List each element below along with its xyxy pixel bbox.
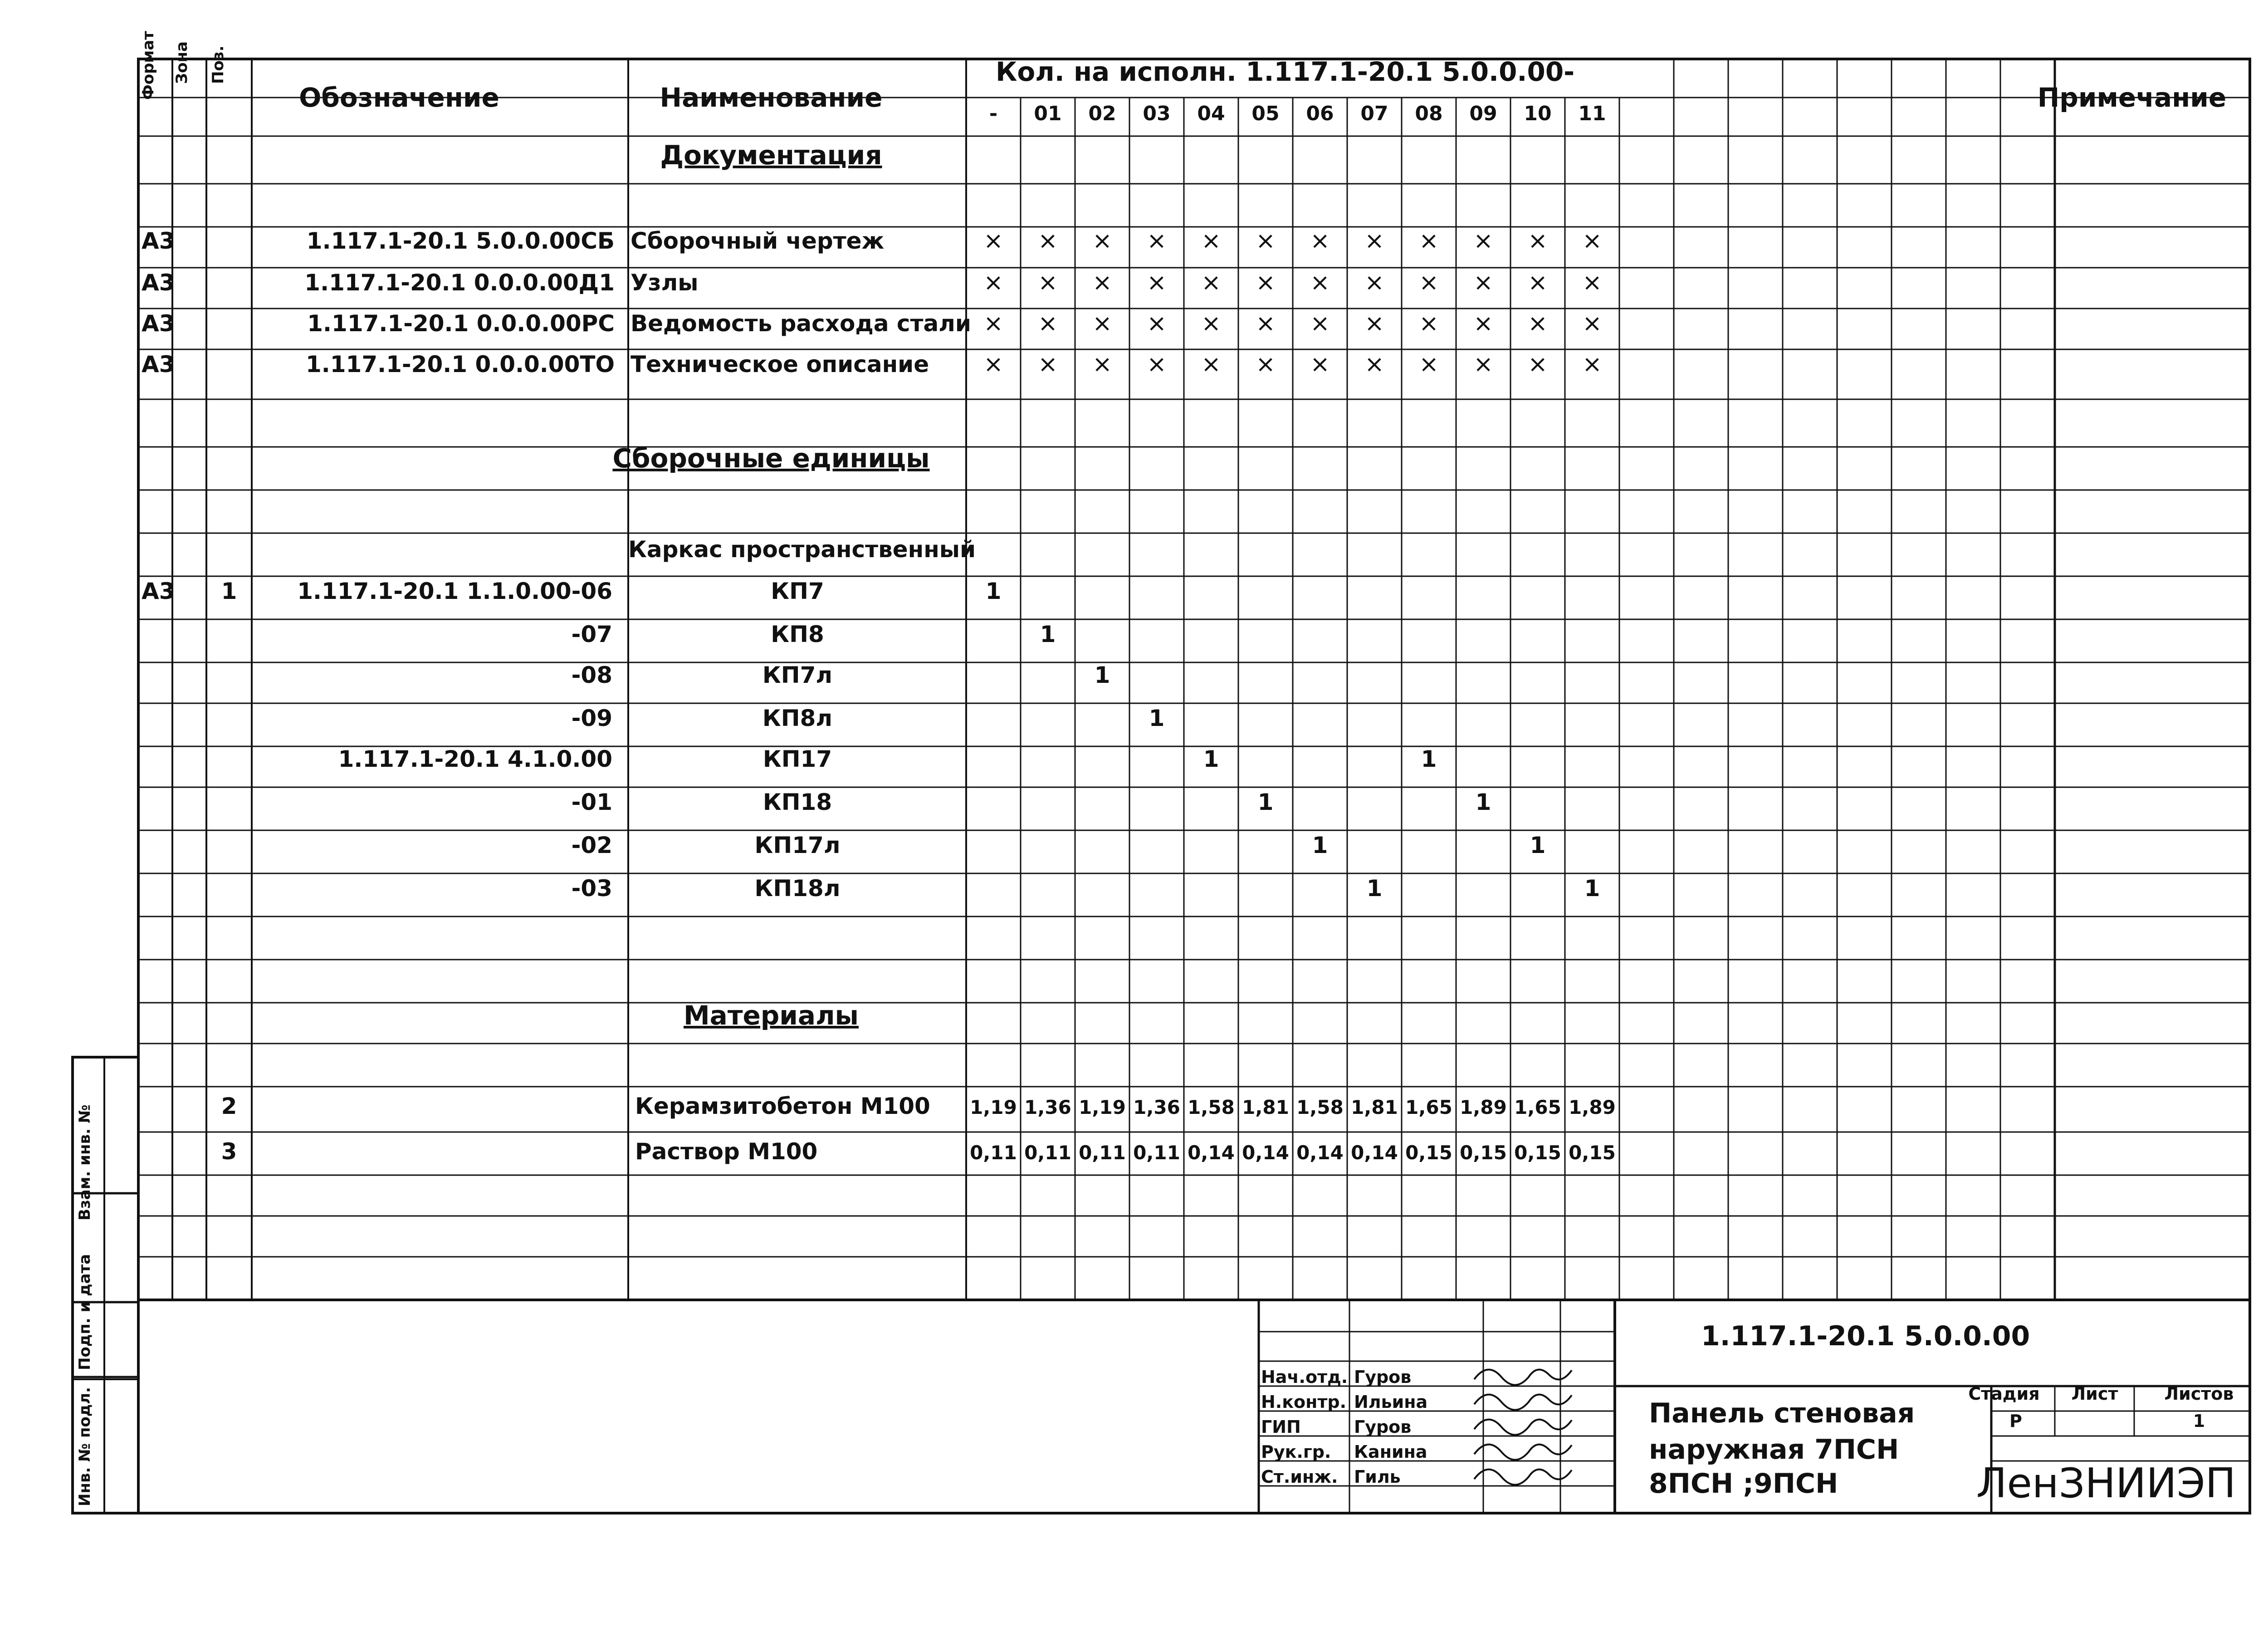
doc-mark: × bbox=[1582, 351, 1602, 378]
doc-designation: 1.117.1-20.1 0.0.0.00РС bbox=[307, 310, 615, 337]
material-qty: 1,19 bbox=[1079, 1096, 1126, 1118]
staff-role: Рук.гр. bbox=[1261, 1442, 1331, 1462]
doc-mark: × bbox=[983, 351, 1003, 378]
variant-header-2: 02 bbox=[1088, 102, 1116, 125]
title-block bbox=[1261, 1320, 2236, 1507]
material-qty: 1,81 bbox=[1242, 1096, 1289, 1118]
staff-role: Ст.инж. bbox=[1261, 1467, 1338, 1487]
unit-qty: 1 bbox=[1584, 875, 1600, 902]
unit-name: КП18л bbox=[754, 875, 841, 902]
doc-format: А3 bbox=[142, 228, 175, 254]
unit-designation: -02 bbox=[571, 832, 612, 858]
unit-designation: -08 bbox=[571, 662, 612, 688]
unit-name: КП8л bbox=[762, 705, 833, 731]
doc-designation: 1.117.1-20.1 0.0.0.00Д1 bbox=[304, 270, 615, 296]
title-line-2: наружная 7ПСН bbox=[1649, 1434, 1899, 1465]
section-documentation: Документация bbox=[660, 140, 882, 171]
doc-mark: × bbox=[1256, 310, 1276, 337]
unit-name: КП17 bbox=[763, 746, 832, 772]
variant-header-8: 08 bbox=[1415, 102, 1443, 125]
designation-header: Обозначение bbox=[299, 82, 499, 113]
unit-designation: 1.117.1-20.1 1.1.0.00-06 bbox=[297, 578, 612, 604]
staff-row bbox=[1261, 1392, 1427, 1412]
sign-date-label: Подп. и дата bbox=[76, 1254, 94, 1370]
doc-format: А3 bbox=[142, 351, 175, 377]
doc-name: Техническое описание bbox=[631, 351, 929, 377]
doc-mark: × bbox=[1038, 269, 1058, 296]
material-qty: 1,89 bbox=[1569, 1096, 1616, 1118]
unit-row bbox=[572, 621, 1056, 647]
title-line-1: Панель стеновая bbox=[1649, 1397, 1915, 1429]
material-rows bbox=[221, 1093, 1616, 1165]
format-header: Формат bbox=[139, 31, 157, 100]
doc-mark: × bbox=[1582, 227, 1602, 255]
variant-headers bbox=[989, 102, 1606, 125]
section-materials: Материалы bbox=[683, 1000, 859, 1031]
side-stamp bbox=[76, 1104, 94, 1506]
unit-qty: 1 bbox=[1475, 789, 1491, 815]
note-header: Примечание bbox=[2037, 82, 2227, 113]
signature-3 bbox=[1474, 1445, 1572, 1460]
unit-name: КП7 bbox=[771, 578, 824, 604]
staff-row bbox=[1261, 1367, 1411, 1387]
doc-mark: × bbox=[1256, 351, 1276, 378]
inv-orig-label: Инв. № подл. bbox=[76, 1387, 94, 1506]
staff-rows bbox=[1261, 1367, 1427, 1487]
name-header: Наименование bbox=[660, 82, 883, 113]
doc-mark: × bbox=[1092, 310, 1112, 337]
material-qty: 0,15 bbox=[1405, 1142, 1452, 1164]
material-name: Керамзитобетон М100 bbox=[635, 1093, 930, 1119]
material-qty: 0,14 bbox=[1242, 1142, 1289, 1164]
material-qty: 0,11 bbox=[1079, 1142, 1126, 1164]
unit-row bbox=[338, 746, 1437, 772]
doc-mark: × bbox=[1256, 269, 1276, 296]
doc-mark: × bbox=[1582, 310, 1602, 337]
variant-header-10: 10 bbox=[1524, 102, 1552, 125]
unit-name: КП7л bbox=[762, 662, 833, 688]
doc-mark: × bbox=[1364, 310, 1384, 337]
qty-title: Кол. на исполн. 1.117.1-20.1 5.0.0.00- bbox=[996, 56, 1575, 87]
sheets-value: 1 bbox=[2193, 1411, 2205, 1431]
replace-inv-label: Взам. инв. № bbox=[76, 1104, 94, 1220]
material-pos: 2 bbox=[221, 1093, 237, 1119]
material-qty: 1,58 bbox=[1188, 1096, 1235, 1118]
unit-format: А3 bbox=[142, 578, 175, 604]
staff-name: Гуров bbox=[1354, 1417, 1412, 1437]
material-qty: 1,36 bbox=[1133, 1096, 1180, 1118]
material-qty: 1,81 bbox=[1351, 1096, 1398, 1118]
doc-mark: × bbox=[1528, 310, 1548, 337]
doc-mark: × bbox=[1038, 310, 1058, 337]
doc-format: А3 bbox=[142, 270, 175, 296]
staff-row bbox=[1261, 1467, 1401, 1487]
doc-mark: × bbox=[1419, 227, 1439, 255]
doc-mark: × bbox=[1582, 269, 1602, 296]
sheets-label: Листов bbox=[2164, 1384, 2234, 1404]
doc-mark: × bbox=[1473, 310, 1493, 337]
sheet-label: Лист bbox=[2071, 1384, 2118, 1404]
doc-mark: × bbox=[1473, 269, 1493, 296]
variant-header-0: - bbox=[989, 102, 998, 125]
variant-header-11: 11 bbox=[1578, 102, 1606, 125]
unit-designation: -07 bbox=[571, 621, 612, 647]
unit-qty: 1 bbox=[1040, 621, 1056, 647]
doc-mark: × bbox=[1528, 227, 1548, 255]
doc-mark: × bbox=[1419, 351, 1439, 378]
doc-mark: × bbox=[1310, 310, 1330, 337]
doc-mark: × bbox=[1147, 269, 1167, 296]
doc-designation: 1.117.1-20.1 5.0.0.00СБ bbox=[306, 228, 615, 254]
zone-header: Зона bbox=[173, 41, 191, 84]
material-qty: 0,14 bbox=[1296, 1142, 1344, 1164]
signature-4 bbox=[1474, 1470, 1572, 1485]
staff-name: Ильина bbox=[1354, 1392, 1428, 1412]
section-assembly-units: Сборочные единицы bbox=[612, 443, 930, 474]
unit-pos: 1 bbox=[221, 578, 237, 604]
stage-value: Р bbox=[2009, 1411, 2022, 1431]
unit-designation: 1.117.1-20.1 4.1.0.00 bbox=[338, 746, 612, 772]
variant-header-6: 06 bbox=[1306, 102, 1334, 125]
signature-1 bbox=[1474, 1395, 1572, 1410]
material-qty: 0,15 bbox=[1569, 1142, 1616, 1164]
organization-name: ЛенЗНИИЭП bbox=[1976, 1460, 2236, 1507]
doc-mark: × bbox=[983, 227, 1003, 255]
doc-mark: × bbox=[1092, 227, 1112, 255]
doc-name: Узлы bbox=[631, 270, 699, 296]
unit-qty: 1 bbox=[985, 578, 1002, 604]
staff-name: Гиль bbox=[1354, 1467, 1401, 1487]
pos-header: Поз. bbox=[209, 45, 227, 84]
frame-name: Каркас пространственный bbox=[628, 536, 976, 563]
unit-qty: 1 bbox=[1421, 746, 1437, 772]
material-qty: 1,36 bbox=[1024, 1096, 1071, 1118]
unit-name: КП18 bbox=[763, 789, 832, 815]
variant-header-9: 09 bbox=[1469, 102, 1497, 125]
unit-qty: 1 bbox=[1530, 832, 1546, 858]
doc-mark: × bbox=[1364, 269, 1384, 296]
unit-qty: 1 bbox=[1366, 875, 1383, 902]
doc-mark: × bbox=[1038, 227, 1058, 255]
unit-row bbox=[142, 578, 1001, 604]
material-row bbox=[221, 1138, 1616, 1165]
doc-mark: × bbox=[1201, 227, 1221, 255]
doc-mark: × bbox=[1310, 269, 1330, 296]
variant-header-4: 04 bbox=[1197, 102, 1225, 125]
signature-2 bbox=[1474, 1420, 1572, 1435]
unit-qty: 1 bbox=[1149, 705, 1165, 731]
doc-mark: × bbox=[1528, 351, 1548, 378]
doc-mark: × bbox=[1038, 351, 1058, 378]
table-header bbox=[139, 31, 2226, 125]
unit-name: КП17л bbox=[754, 832, 841, 858]
unit-qty: 1 bbox=[1094, 662, 1110, 688]
doc-row bbox=[142, 269, 1602, 296]
doc-mark: × bbox=[1473, 227, 1493, 255]
material-qty: 1,19 bbox=[970, 1096, 1017, 1118]
staff-row bbox=[1261, 1417, 1411, 1437]
unit-designation: -09 bbox=[571, 705, 612, 731]
assembly-unit-rows bbox=[142, 578, 1600, 902]
staff-name: Гуров bbox=[1354, 1367, 1412, 1387]
doc-mark: × bbox=[1092, 269, 1112, 296]
material-name: Раствор М100 bbox=[635, 1138, 818, 1165]
doc-name: Ведомость расхода стали bbox=[631, 310, 971, 337]
material-qty: 1,58 bbox=[1296, 1096, 1344, 1118]
doc-mark: × bbox=[1147, 310, 1167, 337]
doc-mark: × bbox=[1528, 269, 1548, 296]
doc-mark: × bbox=[983, 310, 1003, 337]
doc-mark: × bbox=[1201, 310, 1221, 337]
unit-name: КП8 bbox=[771, 621, 824, 647]
doc-mark: × bbox=[1364, 351, 1384, 378]
unit-row bbox=[572, 875, 1600, 902]
document-code: 1.117.1-20.1 5.0.0.00 bbox=[1701, 1320, 2030, 1352]
variant-header-5: 05 bbox=[1251, 102, 1280, 125]
material-qty: 0,11 bbox=[1024, 1142, 1071, 1164]
material-qty: 0,11 bbox=[1133, 1142, 1180, 1164]
unit-row bbox=[572, 832, 1546, 858]
material-qty: 0,14 bbox=[1188, 1142, 1235, 1164]
doc-mark: × bbox=[1201, 351, 1221, 378]
doc-row bbox=[142, 227, 1602, 255]
staff-role: Н.контр. bbox=[1261, 1392, 1347, 1412]
unit-row bbox=[572, 662, 1110, 688]
material-qty: 0,15 bbox=[1460, 1142, 1507, 1164]
material-row bbox=[221, 1093, 1616, 1119]
doc-mark: × bbox=[1310, 351, 1330, 378]
stage-label: Стадия bbox=[1968, 1384, 2040, 1404]
variant-header-1: 01 bbox=[1034, 102, 1062, 125]
signatures bbox=[1474, 1370, 1572, 1485]
doc-format: А3 bbox=[142, 310, 175, 337]
signature-0 bbox=[1474, 1370, 1572, 1385]
unit-qty: 1 bbox=[1312, 832, 1328, 858]
doc-designation: 1.117.1-20.1 0.0.0.00ТО bbox=[305, 351, 615, 377]
unit-designation: -03 bbox=[571, 875, 612, 902]
material-qty: 0,11 bbox=[970, 1142, 1017, 1164]
unit-designation: -01 bbox=[571, 789, 612, 815]
staff-role: ГИП bbox=[1261, 1417, 1301, 1437]
doc-row bbox=[142, 351, 1602, 378]
material-qty: 0,14 bbox=[1351, 1142, 1398, 1164]
variant-header-3: 03 bbox=[1143, 102, 1171, 125]
doc-mark: × bbox=[1364, 227, 1384, 255]
doc-mark: × bbox=[1256, 227, 1276, 255]
doc-mark: × bbox=[1473, 351, 1493, 378]
variant-header-7: 07 bbox=[1360, 102, 1388, 125]
material-qty: 1,65 bbox=[1405, 1096, 1452, 1118]
unit-qty: 1 bbox=[1203, 746, 1219, 772]
doc-mark: × bbox=[1419, 310, 1439, 337]
material-qty: 0,15 bbox=[1514, 1142, 1561, 1164]
unit-qty: 1 bbox=[1257, 789, 1274, 815]
doc-mark: × bbox=[983, 269, 1003, 296]
staff-row bbox=[1261, 1442, 1427, 1462]
doc-name: Сборочный чертеж bbox=[631, 228, 885, 254]
documentation-rows bbox=[142, 227, 1602, 378]
doc-mark: × bbox=[1201, 269, 1221, 296]
staff-name: Канина bbox=[1354, 1442, 1427, 1462]
staff-role: Нач.отд. bbox=[1261, 1367, 1348, 1387]
title-line-3: 8ПСН ;9ПСН bbox=[1649, 1468, 1838, 1500]
material-qty: 1,65 bbox=[1514, 1096, 1561, 1118]
doc-row bbox=[142, 310, 1602, 337]
doc-mark: × bbox=[1092, 351, 1112, 378]
doc-mark: × bbox=[1310, 227, 1330, 255]
doc-mark: × bbox=[1419, 269, 1439, 296]
material-pos: 3 bbox=[221, 1138, 237, 1165]
doc-mark: × bbox=[1147, 227, 1167, 255]
unit-row bbox=[572, 789, 1491, 815]
material-qty: 1,89 bbox=[1460, 1096, 1507, 1118]
doc-mark: × bbox=[1147, 351, 1167, 378]
